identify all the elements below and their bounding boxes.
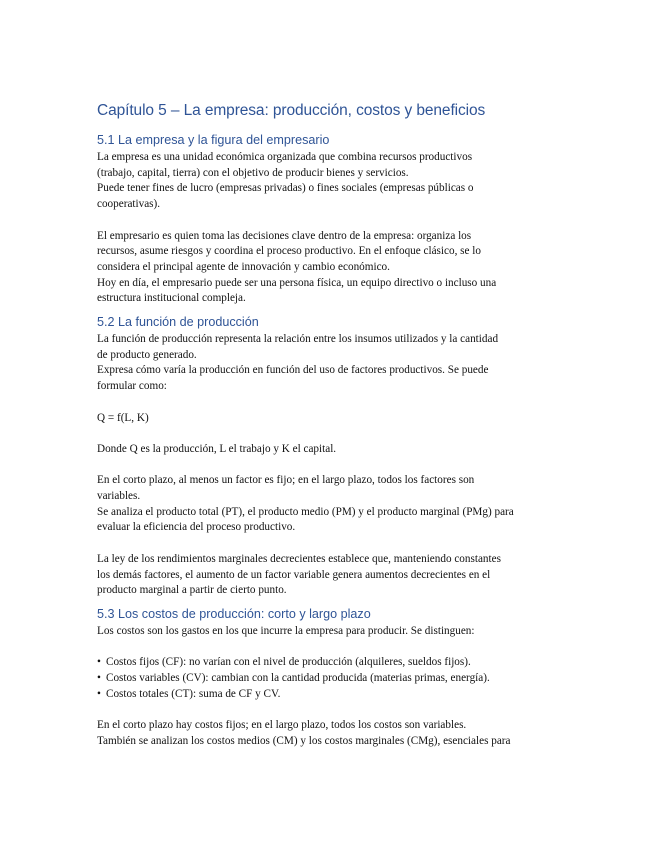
list-item-text: Costos totales (CT): suma de CF y CV.: [106, 687, 281, 700]
list-item-text: Costos variables (CV): cambian con la cantidad producida (materias primas, energía).: [106, 672, 490, 684]
blank-line: [97, 640, 567, 656]
text-line: recursos, asume riesgos y coordina el proceso productivo. En el enfoque clásico, se lo: [97, 245, 481, 258]
section-spacer: [97, 307, 567, 314]
text-line: La empresa es una unidad económica organizada que combina recursos productivos: [97, 151, 473, 163]
text-line: En el corto plazo hay costos fijos; en el largo plazo, todos los costos son variables.: [97, 719, 467, 732]
text-line: estructura institucional compleja.: [97, 292, 246, 305]
section-heading-5-1: 5.1 La empresa y la figura del empresario: [97, 133, 330, 147]
text-line: La función de producción representa la relación entre los insumos utilizados y la cantidad: [97, 333, 499, 346]
blank-line: [97, 213, 567, 229]
text-line: (trabajo, capital, tierra) con el objetivo de producir bienes y servicios.: [97, 166, 409, 179]
text-line: Puede tener fines de lucro (empresas privadas) o fines sociales (empresas públicas o: [97, 182, 474, 195]
blank-line: [97, 458, 567, 474]
text-line: Hoy en día, el empresario puede ser una persona física, un equipo directivo o incluso una: [97, 276, 497, 289]
list-item: [97, 655, 567, 671]
bullet-icon: •: [97, 656, 101, 669]
section-heading-5-3: 5.3 Los costos de producción: corto y largo plazo: [97, 606, 371, 621]
text-line: Los costos son los gastos en los que incurre la empresa para producir. Se distinguen:: [97, 624, 475, 637]
text-line: En el corto plazo, al menos un factor es fijo; en el largo plazo, todos los factores son: [97, 474, 475, 487]
section-spacer: [97, 599, 567, 606]
section-heading-5-2: 5.2 La función de producción: [97, 315, 259, 330]
text-line: formular como:: [97, 380, 167, 393]
text-line: Donde Q es la producción, L el trabajo y K el capital.: [97, 442, 337, 455]
text-line: También se analizan los costos medios (CM) y los costos marginales (CMg), esenciales para: [97, 734, 511, 747]
blank-line: [97, 395, 567, 411]
document-body: [97, 101, 567, 750]
blank-line: [97, 702, 567, 718]
text-line: El empresario es quien toma las decisiones clave dentro de la empresa: organiza los: [97, 229, 472, 242]
text-line: producto marginal a partir de cierto punto.: [97, 584, 287, 597]
blank-line: [97, 426, 567, 442]
list-item-text: Costos fijos (CF): no varían con el nivel de producción (alquileres, sueldos fijos).: [106, 656, 471, 669]
text-line: La ley de los rendimientos marginales decrecientes establece que, manteniendo constantes: [97, 552, 501, 565]
bullet-icon: •: [97, 672, 101, 684]
text-line: Se analiza el producto total (PT), el producto medio (PM) y el producto marginal (PMg) para: [97, 505, 514, 518]
list-item: [97, 687, 567, 703]
cost-types-list: [97, 655, 567, 702]
text-line: evaluar la eficiencia del proceso productivo.: [97, 521, 296, 534]
text-line: considera el principal agente de innovación y cambio económico.: [97, 260, 390, 273]
text-line: variables.: [97, 490, 141, 502]
text-line: Expresa cómo varía la producción en función del uso de factores productivos. Se puede: [97, 364, 489, 377]
list-item: [97, 671, 567, 687]
text-line: de producto generado.: [97, 348, 197, 361]
blank-line: [97, 536, 567, 552]
chapter-title: Capítulo 5 – La empresa: producción, costos y beneficios: [97, 102, 486, 119]
bullet-icon: •: [97, 687, 101, 700]
formula: Q = f(L, K): [97, 411, 149, 424]
text-line: cooperativas).: [97, 198, 161, 211]
text-line: los demás factores, el aumento de un factor variable genera aumentos decrecientes en el: [97, 568, 491, 581]
